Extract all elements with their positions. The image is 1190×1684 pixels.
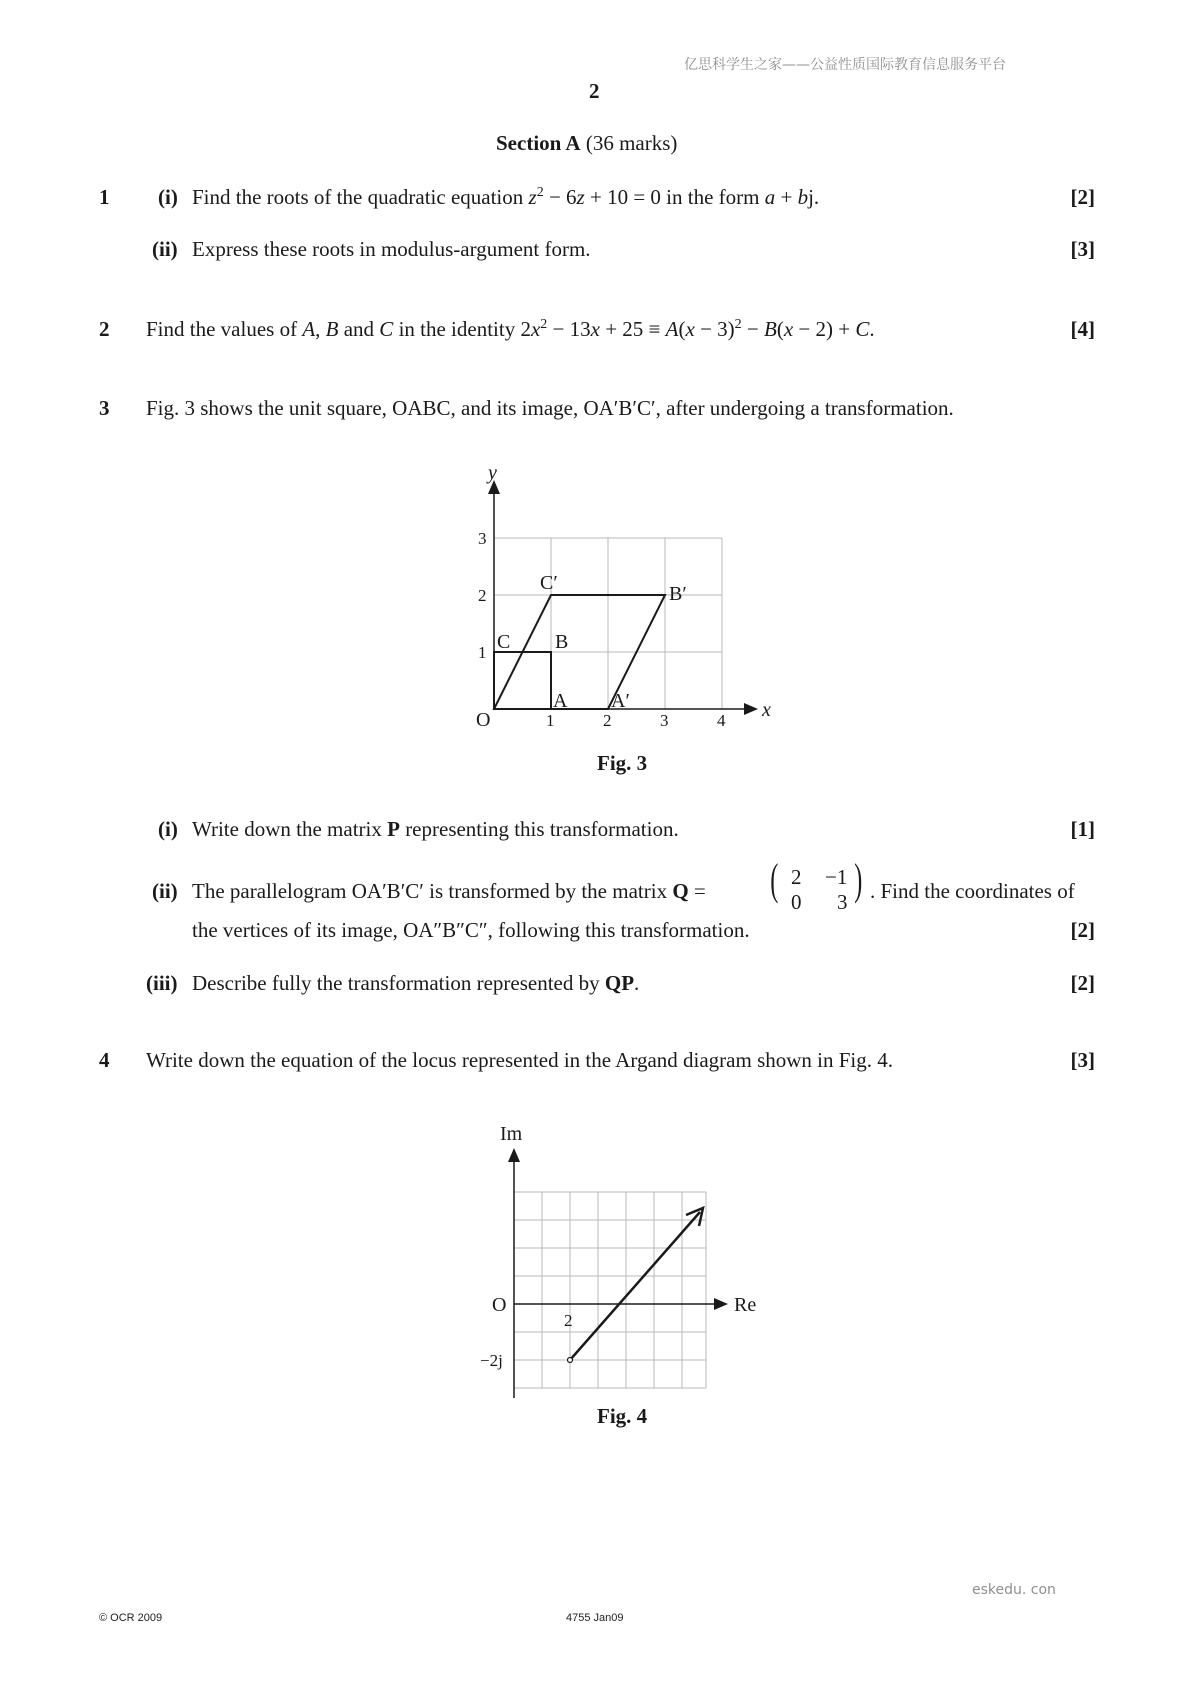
q2-text: [146, 316, 875, 342]
section-header: [496, 130, 677, 156]
fig4-im-arrow: [508, 1148, 520, 1162]
fig4-x-tick: 2: [564, 1311, 573, 1330]
q1i-mid: − 6: [543, 185, 577, 209]
q1i-plus: +: [775, 185, 798, 209]
q1i-post: + 10 = 0 in the form: [584, 185, 765, 209]
q2-B: B: [325, 317, 339, 341]
q3-part-ii-line1: [192, 878, 706, 904]
q3-part-ii-post: . Find the coordinates of: [870, 879, 1075, 903]
q3ii-eq: =: [688, 879, 706, 903]
fig3-x-arrow: [744, 703, 758, 715]
fig3-label-C-prime: C′: [540, 572, 558, 594]
q2-m6: (: [776, 317, 784, 341]
q2-marks: [4]: [1070, 317, 1095, 341]
q2-sup: 2: [540, 317, 548, 332]
fig3-axes: [494, 492, 746, 709]
fig4-grid: [514, 1192, 706, 1388]
q2-m2: + 25 ≡: [599, 317, 666, 341]
matrix-cell-12: −1: [825, 865, 848, 889]
page-number: 2: [589, 79, 600, 103]
question-number-1: 1: [99, 185, 110, 209]
q2-m7: − 2) +: [793, 317, 856, 341]
fig4-re-label: Re: [734, 1294, 757, 1316]
footer-copyright: © OCR 2009: [99, 1612, 163, 1624]
q3-intro: Fig. 3 shows the unit square, OABC, and its image, OA′B′C′, after undergoing a transformation.: [146, 396, 954, 420]
q3-part-iii-text: [192, 970, 639, 996]
bottom-watermark: eskedu. con: [972, 1582, 1056, 1598]
q2-mid: in the identity 2: [393, 317, 531, 341]
q2-m1: − 13: [547, 317, 591, 341]
q1-part-i-text: [192, 184, 819, 210]
matrix-cell-21: 0: [791, 890, 802, 914]
q4-marks: [3]: [1070, 1048, 1095, 1072]
q2-C2: C: [855, 317, 870, 341]
section-title: Section A: [496, 131, 581, 155]
q3-part-ii-line2: the vertices of its image, OA″B″C″, following this transformation.: [192, 918, 750, 942]
matrix-right-paren: ): [854, 855, 863, 904]
matrix-cell-11: 2: [791, 865, 802, 889]
fig3-y-tick-2: 2: [478, 586, 487, 605]
fig3-grid: [494, 538, 722, 709]
q3iii-QP: QP: [604, 971, 635, 995]
q3i-post: representing this transformation.: [399, 817, 679, 841]
fig3-label-B-prime: B′: [669, 583, 687, 605]
fig4-axes: [514, 1160, 716, 1398]
q2-A: A: [302, 317, 316, 341]
fig3-label-C: C: [497, 631, 511, 653]
fig4-locus-ray: [570, 1212, 700, 1360]
top-watermark: 亿思科学生之家——公益性质国际教育信息服务平台: [684, 57, 1006, 73]
q2-sep1: ,: [315, 317, 326, 341]
footer-code: 4755 Jan09: [566, 1612, 624, 1624]
q1i-b: b: [797, 185, 809, 209]
q1-part-i-label: (i): [158, 185, 178, 209]
fig4-start-point: [568, 1358, 573, 1363]
q3ii-pre: The parallelogram OA′B′C′ is transformed by the matrix: [192, 879, 673, 903]
q2-x4: x: [783, 317, 794, 341]
fig3-x-tick-4: 4: [717, 711, 726, 730]
q2-m3: (: [678, 317, 686, 341]
q1-part-ii-marks: [3]: [1070, 237, 1095, 261]
q3-part-iii-marks: [2]: [1070, 971, 1095, 995]
q2-B2: B: [764, 317, 777, 341]
fig3-label-A: A: [553, 690, 568, 712]
q3-part-i-marks: [1]: [1070, 817, 1095, 841]
fig3-x-tick-1: 1: [546, 711, 555, 730]
q3-part-i-label: (i): [158, 817, 178, 841]
q1-part-i-marks: [2]: [1070, 185, 1095, 209]
q1i-z2: z: [576, 185, 585, 209]
q1-part-ii-text: Express these roots in modulus-argument form.: [192, 237, 591, 261]
q3iii-pre: Describe fully the transformation represented by: [192, 971, 605, 995]
figure-3: [460, 462, 780, 732]
q2-and: and: [338, 317, 380, 341]
q3-matrix-Q: [770, 855, 869, 916]
fig3-unit-square: [494, 652, 551, 709]
q2-pre: Find the values of: [146, 317, 303, 341]
fig4-im-label: Im: [500, 1123, 523, 1145]
q2-x3: x: [685, 317, 695, 341]
fig4-origin: O: [492, 1294, 507, 1316]
q3-part-i-text: [192, 816, 679, 842]
matrix-cell-22: 3: [837, 890, 848, 914]
q3i-P: P: [387, 817, 400, 841]
fig3-y-tick-3: 3: [478, 529, 487, 548]
q3i-pre: Write down the matrix: [192, 817, 388, 841]
q1i-a: a: [764, 185, 776, 209]
q2-A2: A: [665, 317, 679, 341]
q1i-sup: 2: [536, 185, 544, 200]
q1i-z: z: [528, 185, 537, 209]
fig3-y-label: y: [488, 462, 497, 484]
question-number-3: 3: [99, 396, 110, 420]
q3ii-Q: Q: [672, 879, 689, 903]
figure-4: [470, 1118, 770, 1398]
q3-part-ii-label: (ii): [152, 879, 178, 903]
q3iii-post: .: [634, 971, 640, 995]
fig3-origin: O: [476, 709, 491, 731]
q2-x: x: [530, 317, 541, 341]
fig3-x-tick-3: 3: [660, 711, 669, 730]
q2-m4: − 3): [694, 317, 735, 341]
fig3-caption: Fig. 3: [597, 751, 648, 775]
question-number-2: 2: [99, 317, 110, 341]
q2-m8: .: [869, 317, 875, 341]
q4-text: Write down the equation of the locus represented in the Argand diagram shown in Fig. 4.: [146, 1048, 894, 1072]
fig3-label-A-prime: A′: [611, 690, 630, 712]
fig4-caption: Fig. 4: [597, 1404, 648, 1428]
section-marks: (36 marks): [585, 131, 678, 155]
q2-sup2: 2: [734, 317, 742, 332]
question-number-4: 4: [99, 1048, 110, 1072]
q2-C: C: [379, 317, 394, 341]
q1i-j: j.: [808, 185, 820, 209]
q3-part-ii-marks: [2]: [1070, 918, 1095, 942]
q1-part-ii-label: (ii): [152, 237, 178, 261]
fig3-y-tick-1: 1: [478, 643, 487, 662]
q2-m5: −: [741, 317, 764, 341]
q1i-pre: Find the roots of the quadratic equation: [192, 185, 529, 209]
fig3-x-label: x: [762, 699, 771, 721]
fig4-re-arrow: [714, 1298, 728, 1310]
fig3-x-tick-2: 2: [603, 711, 612, 730]
q3-part-iii-label: (iii): [146, 971, 178, 995]
q2-x2: x: [590, 317, 600, 341]
matrix-left-paren: (: [770, 855, 779, 904]
fig4-y-tick: −2j: [480, 1351, 503, 1370]
fig3-label-B: B: [555, 631, 569, 653]
